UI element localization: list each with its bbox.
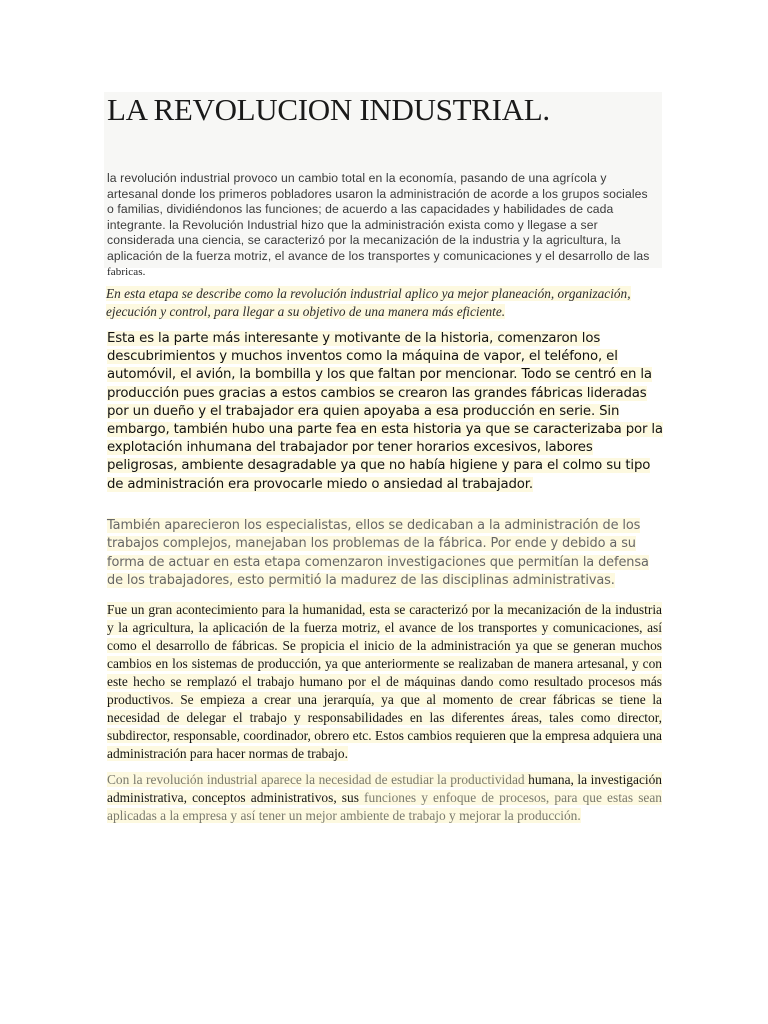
paragraph-specialists bbox=[107, 517, 655, 590]
paragraph-productivity-part2: humana, la investigación administrativa, conceptos administrativos, sus bbox=[107, 772, 662, 805]
paragraph-mechanization bbox=[107, 601, 662, 763]
paragraph-inventions-text: Esta es la parte más interesante y motivante de la historia, comenzaron los descubrimientos y muchos inventos como la máquina de vapor, el teléfono, el automóvil, el avión, la bombilla y los que faltan por mencionar. Todo se centró en la producción pues gracias a estos cambios se crearon las grandes fábricas lideradas por un dueño y el trabajador era quien apoyaba a esa producción en serie. Sin embargo, también hubo una parte fea en esta historia ya que se caracterizaba por la explotación inhumana del trabajador por tener horarios excesivos, labores peligrosas, ambiente desagradable ya que no había higiene y para el colmo su tipo de administración era provocarle miedo o ansiedad al trabajador. bbox=[107, 331, 663, 492]
paragraph-productivity-part3: funciones y enfoque de procesos, para que estas sean aplicadas a la empresa y así tener un mejor ambiente de trabajo y mejorar la producción. bbox=[107, 790, 662, 823]
document-title: LA REVOLUCION INDUSTRIAL. bbox=[107, 92, 550, 127]
paragraph-planning-text: En esta etapa se describe como la revolución industrial aplico ya mejor planeación, organización, ejecución y control, para llegar a su objetivo de una manera más eficiente. bbox=[106, 286, 631, 319]
paragraph-specialists-text: También aparecieron los especialistas, ellos se dedicaban a la administración de los trabajos complejos, manejaban los problemas de la fábrica. Por ende y debido a su forma de actuar en esta etapa comenzaron investigaciones que permitían la defensa de los trabajadores, esto permitió la madurez de las disciplinas administrativas. bbox=[107, 518, 649, 588]
paragraph-intro-text: la revolución industrial provoco un cambio total en la economía, pasando de una agrícola y artesanal donde los primeros pobladores usaron la administración de acorde a los grupos sociales o familias, dividiéndonos las funciones; de acuerdo a las capacidades y habilidades de cada integrante. la Revolución Industrial hizo que la administración exista como y llegase a ser considerada una ciencia, se caracterizó por la mecanización de la industria y la agricultura, la aplicación de la fuerza motriz, el avance de los transportes y comunicaciones y el desarrollo de las bbox=[107, 171, 650, 263]
paragraph-intro bbox=[107, 171, 657, 281]
paragraph-planning bbox=[106, 285, 658, 320]
paragraph-mechanization-text: Fue un gran acontecimiento para la humanidad, esta se caracterizó por la mecanización de la industria y la agricultura, la aplicación de la fuerza motriz, el avance de los transportes y comunicaciones, así como el desarrollo de fábricas. Se propicia el inicio de la administración ya que se generan muchos cambios en los sistemas de producción, ya que anteriormente se realizaban de manera artesanal, y con este hecho se remplazó el trabajo humano por el de máquinas dando como resultado procesos más productivos. Se empieza a crear una jerarquía, ya que al momento de crear fábricas se tiene la necesidad de delegar el trabajo y responsabilidades en las diferentes áreas, tales como director, subdirector, responsable, coordinador, obrero etc. Estos cambios requieren que la empresa adquiera una administración para hacer normas de trabajo. bbox=[107, 602, 662, 761]
paragraph-inventions bbox=[107, 330, 663, 494]
paragraph-intro-last-word: fabricas. bbox=[107, 266, 146, 278]
paragraph-productivity-part1: Con la revolución industrial aparece la necesidad de estudiar la productividad bbox=[107, 772, 529, 787]
paragraph-productivity bbox=[107, 771, 662, 825]
